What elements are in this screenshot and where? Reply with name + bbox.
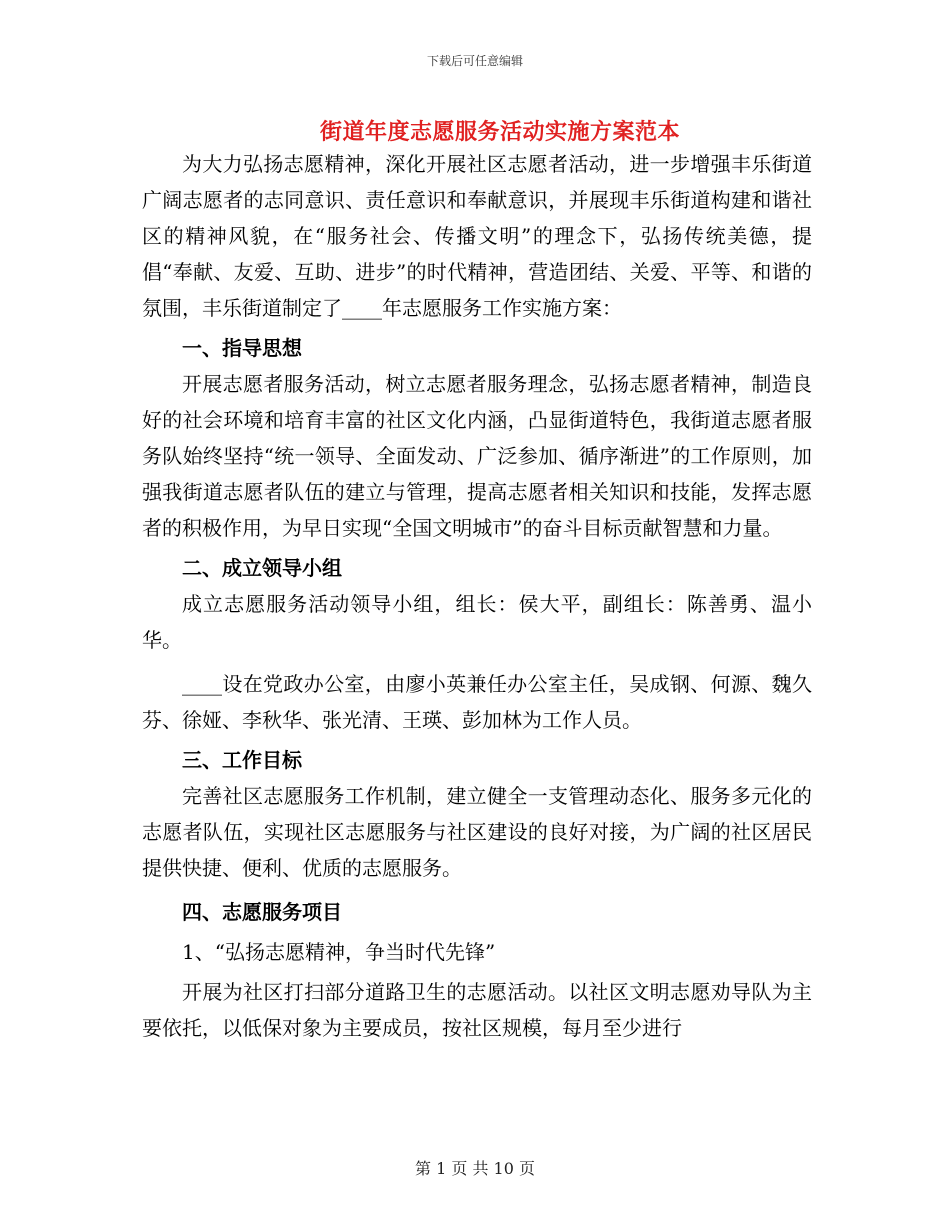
- page-footer: 第 1 页 共 10 页: [415, 1159, 535, 1178]
- section-heading-work-goals: 三、工作目标: [182, 748, 302, 772]
- section-heading-guiding-ideology: 一、指导思想: [182, 336, 302, 360]
- section-heading-service-projects: 四、志愿服务项目: [182, 900, 342, 924]
- paragraph: 开展为社区打扫部分道路卫生的志愿活动。以社区文明志愿劝导队为主要依托，以低保对象为主要成员，按社区规模，每月至少进行: [142, 980, 812, 1040]
- document-body: [142, 146, 812, 1046]
- header-note: 下载后可任意编辑: [426, 54, 523, 68]
- document-title: 街道年度志愿服务活动实施方案范本: [319, 120, 680, 145]
- intro-paragraph: 为大力弘扬志愿精神，深化开展社区志愿者活动，进一步增强丰乐街道广阔志愿者的志同意识、责任意识和奉献意识，并展现丰乐街道构建和谐社区的精神风貌，在“服务社会、传播文明”的理念下，弘扬传统美德，提倡“奉献、友爱、互助、进步”的时代精神，营造团结、关爱、平等、和谐的氛围，丰乐街道制定了____年志愿服务工作实施方案：: [142, 152, 812, 320]
- paragraph: 开展志愿者服务活动，树立志愿者服务理念，弘扬志愿者精神，制造良好的社会环境和培育丰富的社区文化内涵，凸显街道特色，我街道志愿者服务队始终坚持“统一领导、全面发动、广泛参加、循序渐进”的工作原则，加强我街道志愿者队伍的建立与管理，提高志愿者相关知识和技能，发挥志愿者的积极作用，为早日实现“全国文明城市”的奋斗目标贡献智慧和力量。: [142, 372, 812, 540]
- sub-heading: 1、“弘扬志愿精神，争当时代先锋”: [182, 940, 496, 964]
- paragraph: 完善社区志愿服务工作机制，建立健全一支管理动态化、服务多元化的志愿者队伍，实现社区志愿服务与社区建设的良好对接，为广阔的社区居民提供快捷、便利、优质的志愿服务。: [142, 784, 812, 880]
- section-heading-leadership-group: 二、成立领导小组: [182, 556, 342, 580]
- paragraph: ____设在党政办公室，由廖小英兼任办公室主任，吴成钢、何源、魏久芬、徐娅、李秋华、张光清、王瑛、彭加林为工作人员。: [142, 672, 812, 732]
- paragraph: 成立志愿服务活动领导小组，组长：侯大平，副组长：陈善勇、温小华。: [142, 592, 812, 652]
